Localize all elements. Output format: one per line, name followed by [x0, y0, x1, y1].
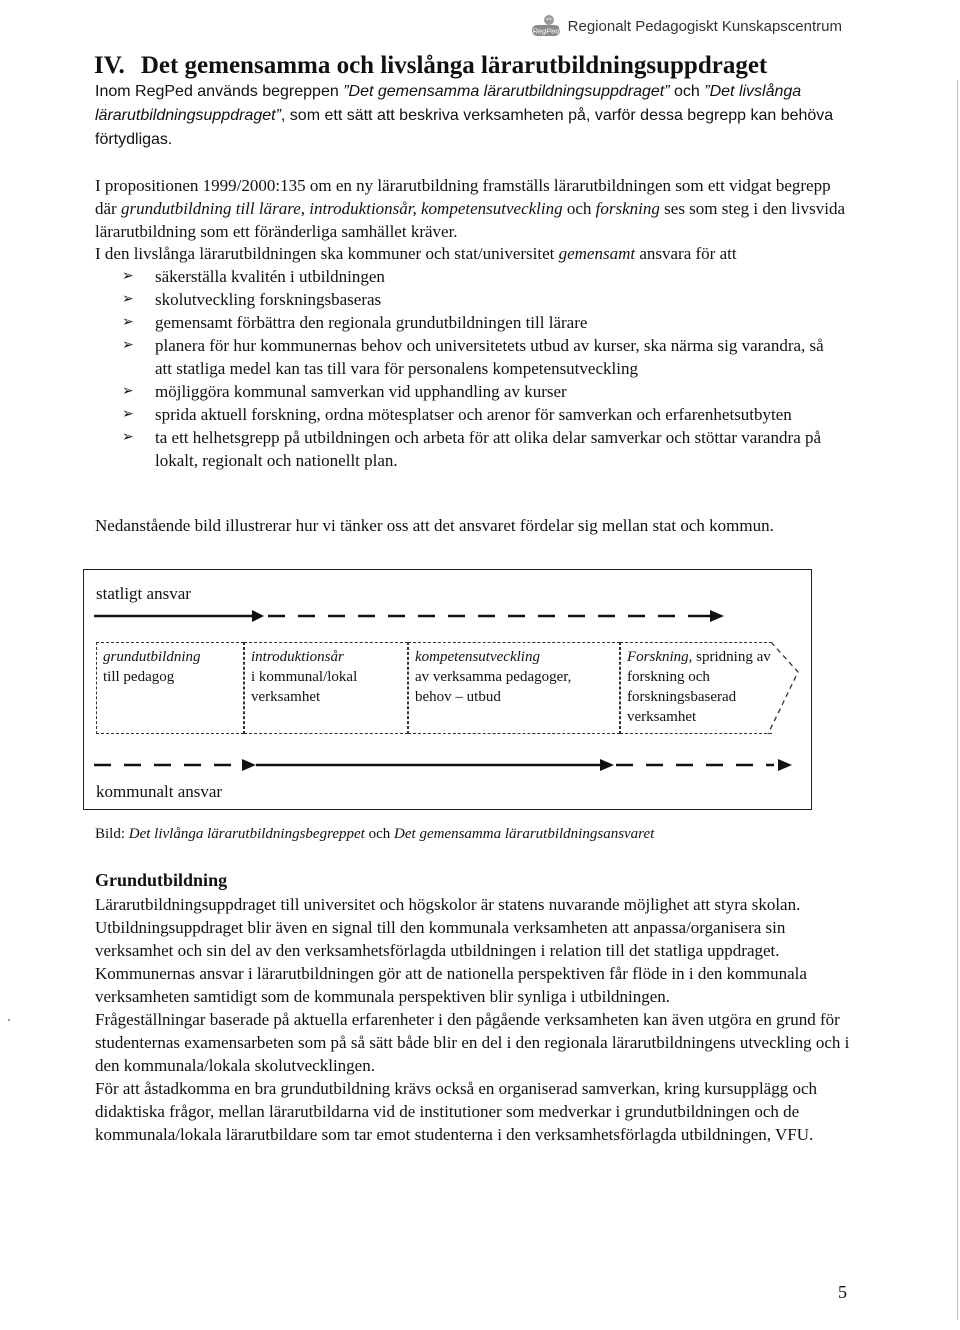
body-paragraph: Frågeställningar baserade på aktuella erfarenheter i den pågående verksamheten kan även utgöra en grund för studenternas examensarbeten som på så sätt både blir en del i den regionala lärarutbildningens utveckling och i den kommunala/lokala skolutvecklingen.	[95, 1010, 850, 1075]
stage-title-row	[627, 647, 772, 667]
prop-italic-1: grundutbildning till lärare, introduktionsår, kompetensutveckling	[120, 199, 563, 218]
state-responsibility-label: statligt ansvar	[96, 584, 191, 603]
arrow-bullet-icon: ➢	[122, 406, 134, 422]
stage-line: till pedagog	[103, 669, 175, 685]
bullet-list	[95, 265, 835, 472]
caption-italic-2: Det gemensamma lärarutbildningsansvaret	[394, 826, 655, 842]
municipal-responsibility-label: kommunalt ansvar	[96, 782, 223, 801]
bullet-text: skolutveckling forskningsbaseras	[155, 290, 382, 309]
stage-line: i kommunal/lokal	[251, 669, 358, 685]
arrow-bullet-icon: ➢	[122, 268, 134, 284]
regped-logo-icon	[530, 14, 562, 38]
bullet-text: möjliggöra kommunal samverkan vid upphandling av kurser	[155, 382, 567, 401]
livslang-intro	[95, 242, 835, 265]
prop-text-1: I propositionen 1999/2000:135 om en ny lärarutbildning framställs lärarutbildningen som ett vidgat begrepp där	[95, 176, 831, 218]
svg-text:RegPed: RegPed	[532, 26, 560, 36]
header-title: Regionalt Pedagogiskt Kunskapscentrum	[567, 17, 842, 35]
livslang-section	[95, 242, 835, 472]
stage-line: verksamhet	[627, 709, 697, 725]
intro-paragraph	[95, 80, 855, 152]
stage-box-basic-education	[96, 642, 244, 734]
body-paragraph: För att åstadkomma en bra grundutbildning krävs också en organiserad samverkan, kring kursupplägg och didaktiska frågor, mellan lärarutbildarna vid de institutioner som medverkar i grundutbildningen och de kommunala/lokala lärarutbildare som tar emot studenterna i den verksamhetsförlagda utbildningen, VFU.	[95, 1079, 818, 1144]
bullet-text: planera för hur kommunernas behov och universitetets utbud av kurser, ska närma sig varandra, så att statliga medel kan tas till vara för personalens kompetensutveckling	[155, 336, 824, 378]
stage-title: introduktionsår	[251, 649, 344, 665]
responsibility-diagram	[83, 569, 812, 810]
intro-text-3: , som ett sätt att beskriva verksamheten på, varför dessa begrepp kan behöva förtydligas.	[95, 107, 834, 148]
arrow-bullet-icon: ➢	[122, 383, 134, 399]
municipal-arrowhead-1-icon	[242, 759, 256, 771]
list-item	[95, 334, 835, 380]
list-item	[95, 403, 835, 426]
stage-line: behov – utbud	[415, 689, 501, 705]
intro-quote-1: ”Det gemensamma lärarutbildningsuppdraget”	[343, 83, 670, 100]
section-title	[94, 52, 767, 80]
stage-box-competence-development	[408, 642, 620, 734]
municipal-arrowhead-2-icon	[600, 759, 614, 771]
livslang-text-2: ansvara för att	[635, 244, 737, 263]
stage-title: grundutbildning	[103, 649, 201, 665]
arrow-bullet-icon: ➢	[122, 291, 134, 307]
bullet-text: ta ett helhetsgrepp på utbildningen och arbeta för att olika delar samverkar och stöttar varandra på lokalt, regionalt och nationellt plan.	[155, 428, 822, 470]
margin-rule	[957, 80, 958, 1320]
body-paragraph: Kommunernas ansvar i lärarutbildningen gör att de nationella perspektiven får flöde in i den kommunala verksamheten samtidigt som de kommunala perspektiven blir synliga i utbildningen.	[95, 964, 807, 1006]
bullet-text: gemensamt förbättra den regionala grundutbildningen till lärare	[155, 313, 588, 332]
caption-italic-1: Det livlånga lärarutbildningsbegreppet	[128, 826, 365, 842]
body-paragraph: Lärarutbildningsuppdraget till universitet och högskolor är statens nuvarande möjlighet att styra skolan. Utbildningsuppdraget blir även en signal till den kommunala verksamheten att anpassa/organisera sin verksamhet och sin del av den verksamhetsförlagda utbildningen i relation till det statliga uppdraget.	[95, 895, 801, 960]
caption-prefix: Bild:	[95, 826, 129, 842]
scan-dot	[8, 1019, 10, 1021]
list-item	[95, 311, 835, 334]
prop-italic-2: forskning	[595, 199, 660, 218]
stage-line: verksamhet	[251, 689, 321, 705]
stage-box-introduction-year	[244, 642, 408, 734]
bullet-text: sprida aktuell forskning, ordna mötesplatser och arenor för samverkan och erfarenhetsutbyten	[155, 405, 792, 424]
diagram-intro-paragraph: Nedanstående bild illustrerar hur vi tänker oss att det ansvaret fördelar sig mellan stat och kommun.	[95, 516, 774, 535]
list-item	[95, 288, 835, 311]
subsection-heading: Grundutbildning	[95, 870, 228, 890]
intro-text-1: Inom RegPed används begreppen	[95, 83, 344, 100]
stage-title-suffix: , spridning av	[688, 649, 771, 665]
section-number: IV.	[94, 52, 125, 79]
municipal-arrowhead-end-icon	[778, 759, 792, 771]
section-title-text: Det gemensamma och livslånga lärarutbildningsuppdraget	[140, 52, 768, 79]
arrow-bullet-icon: ➢	[122, 429, 134, 445]
research-box-chevron	[768, 642, 798, 734]
stage-line: forskningsbaserad	[627, 689, 737, 705]
prop-text-3: ses som steg i den livsvida lärarutbildning som ett föränderliga samhället kräver.	[95, 199, 846, 241]
proposition-paragraph	[95, 174, 855, 243]
livslang-italic: gemensamt	[558, 244, 636, 263]
state-arrowhead-mid-icon	[252, 610, 264, 622]
grundutbildning-body	[95, 893, 855, 1146]
stage-line: av verksamma pedagoger,	[415, 669, 572, 685]
state-arrowhead-end-icon	[710, 610, 724, 622]
list-item	[95, 265, 835, 288]
arrow-bullet-icon: ➢	[122, 314, 134, 330]
stage-title: kompetensutveckling	[415, 649, 540, 665]
prop-text-2: och	[562, 199, 596, 218]
page-header	[530, 14, 842, 38]
list-item	[95, 426, 835, 472]
intro-text-2: och	[669, 83, 705, 100]
stage-line: forskning och	[627, 669, 710, 685]
stage-title: Forskning	[627, 649, 689, 665]
bullet-text: säkerställa kvalitén i utbildningen	[155, 267, 385, 286]
caption-mid: och	[364, 826, 395, 842]
stage-box-research	[620, 642, 772, 734]
arrow-bullet-icon: ➢	[122, 337, 134, 353]
list-item	[95, 380, 835, 403]
diagram-caption	[95, 826, 654, 843]
page-number: 5	[838, 1282, 847, 1302]
intro-quote-2: ”Det livslånga lärarutbildningsuppdraget”	[95, 83, 802, 124]
livslang-text-1: I den livslånga lärarutbildningen ska kommuner och stat/universitet	[95, 244, 559, 263]
